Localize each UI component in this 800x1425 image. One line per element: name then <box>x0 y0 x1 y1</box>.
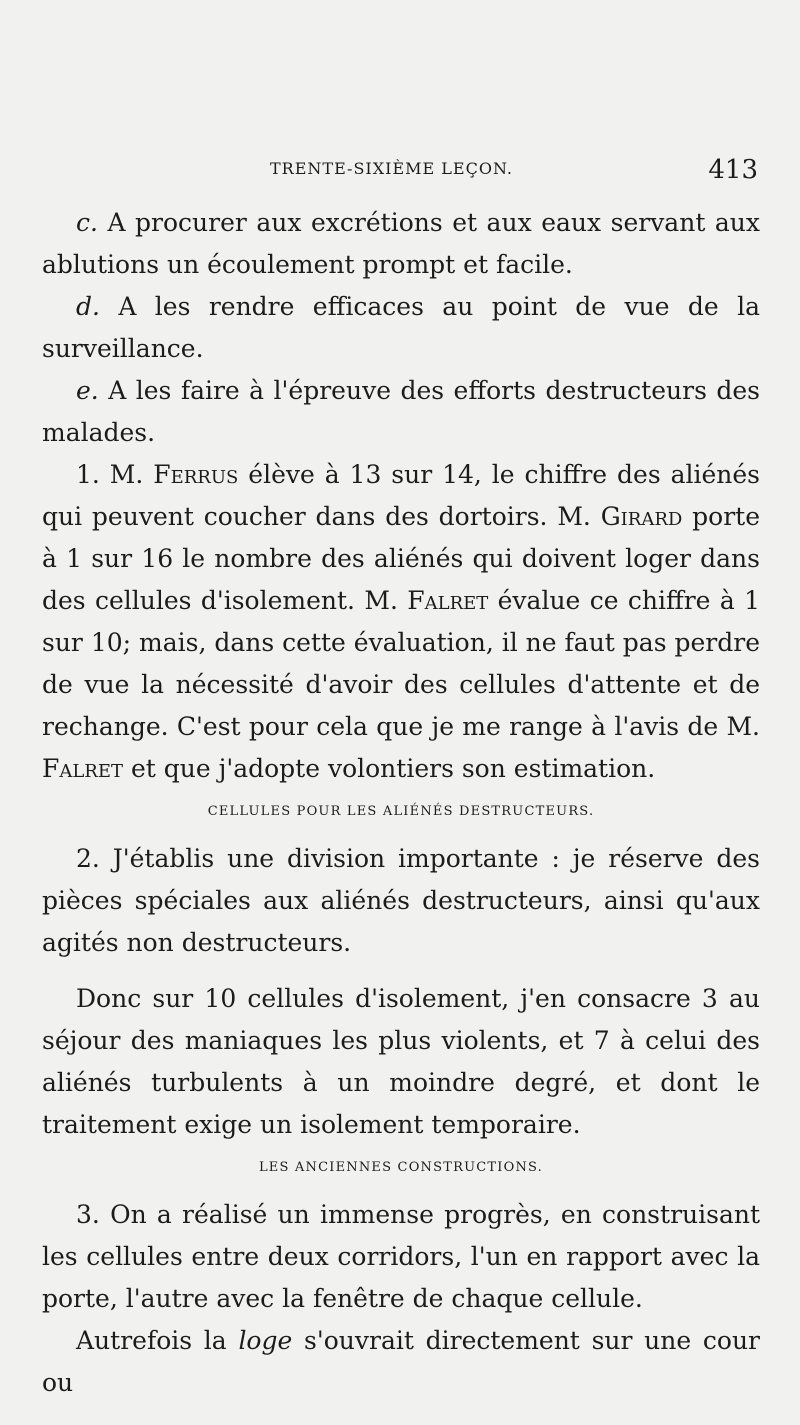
paragraph-2: 2. J'établis une division importante : je réserve des pièces spéciales aux aliénés destructeurs, ainsi qu'aux agités non destructeurs. <box>42 844 760 957</box>
author-name-ferrus: Ferrus <box>153 460 239 489</box>
author-name-falret-2: Falret <box>42 754 123 783</box>
item-c-text: A procurer aux excrétions et aux eaux servant aux ablutions un écoulement prompt et facile. <box>42 208 760 279</box>
section-heading-constructions: LES ANCIENNES CONSTRUCTIONS. <box>258 1160 544 1175</box>
item-d <box>42 286 760 370</box>
page-header <box>0 155 800 195</box>
p1-text-4: évalue ce chiffre à 1 sur 10; mais, dans cette évaluation, il ne faut pas perdre de vue la nécessité d'avoir des cellules d'attente et de rechange. C'est pour cela que je me range à l'avis de M. <box>42 586 760 741</box>
p1-text-1: 1. M. <box>76 460 154 489</box>
item-c-label: c. <box>76 208 98 237</box>
item-c <box>42 202 760 286</box>
page-number: 413 <box>708 155 758 185</box>
p5-emphasis-loge: loge <box>238 1326 293 1355</box>
item-e-text: A les faire à l'épreuve des efforts destructeurs des malades. <box>42 376 760 447</box>
paragraph-1 <box>42 454 760 790</box>
p1-text-5: et que j'adopte volontiers son estimation. <box>123 754 656 783</box>
item-e <box>42 370 760 454</box>
paragraph-5 <box>42 1320 760 1404</box>
p1-text-3: porte à 1 sur 16 le nombre des aliénés qui doivent loger dans des cellules d'isolement. M. <box>42 502 760 615</box>
paragraph-4: 3. On a réalisé un immense progrès, en construisant les cellules entre deux corridors, l'un en rapport avec la porte, l'autre avec la fenêtre de chaque cellule. <box>42 1200 760 1313</box>
item-d-label: d. <box>76 292 100 321</box>
author-name-falret: Falret <box>407 586 489 615</box>
p5-text-1: Autrefois la <box>76 1326 239 1355</box>
p1-text-2: élève à 13 sur 14, le chiffre des aliénés qui peuvent coucher dans des dortoirs. M. <box>42 460 761 531</box>
paragraph-3: Donc sur 10 cellules d'isolement, j'en consacre 3 au séjour des maniaques les plus violents, et 7 à celui des aliénés turbulents à un moindre degré, et dont le traitement exige un isolement temporaire. <box>42 984 760 1139</box>
body-text <box>42 202 760 1404</box>
p5-text-2: s'ouvrait directement sur une cour ou <box>42 1326 761 1397</box>
section-heading-destructeurs: CELLULES POUR LES ALIÉNÉS DESTRUCTEURS. <box>207 804 595 819</box>
item-e-label: e. <box>76 376 99 405</box>
running-head: TRENTE-SIXIÈME LEÇON. <box>270 159 513 178</box>
author-name-girard: Girard <box>600 502 683 531</box>
item-d-text: A les rendre efficaces au point de vue de la surveillance. <box>42 292 760 363</box>
